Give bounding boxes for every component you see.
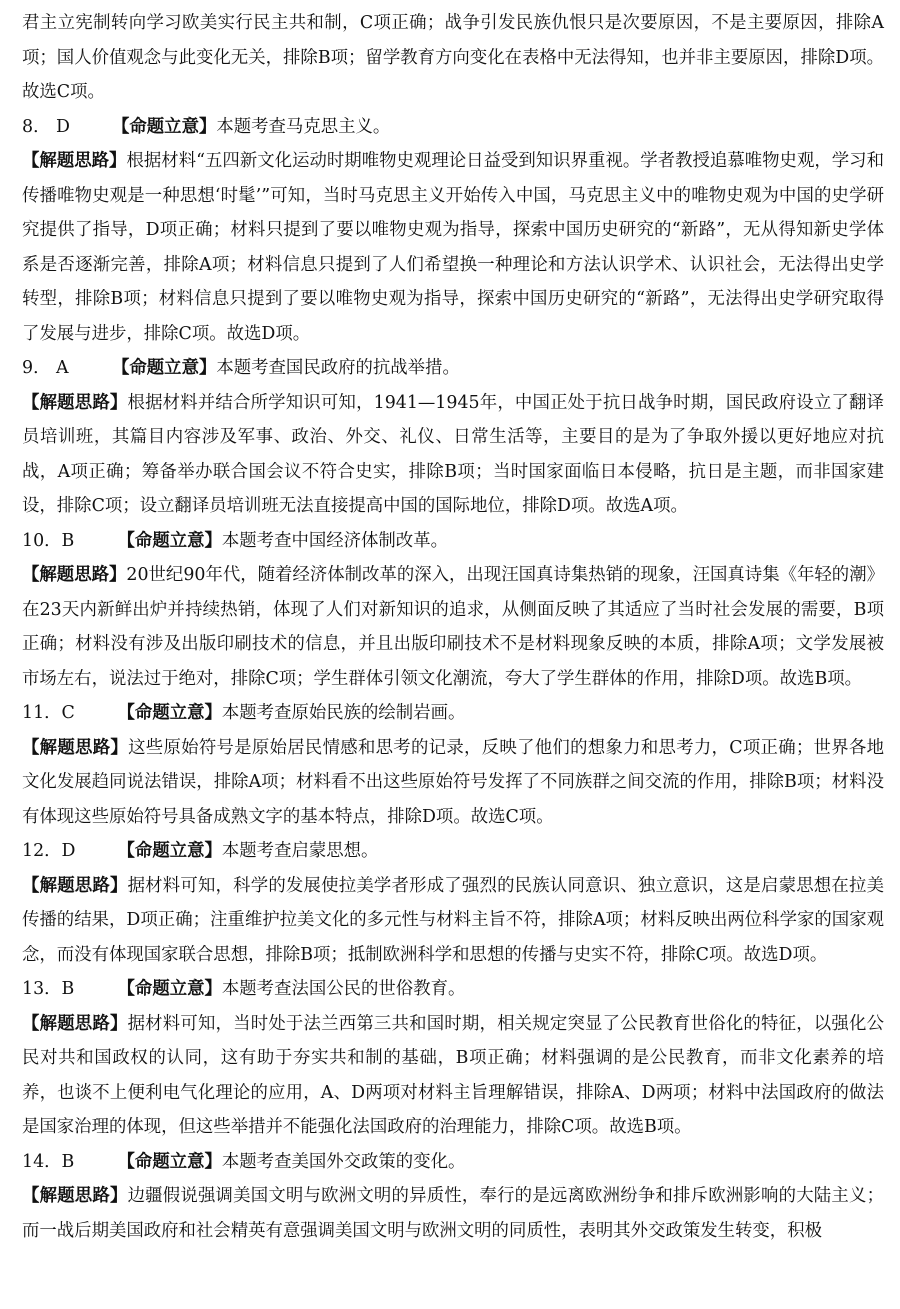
question-answer: A xyxy=(56,358,69,378)
analysis-paragraph xyxy=(22,558,884,696)
analysis-label: 【解题思路】 xyxy=(22,1186,128,1206)
question-number: 10． xyxy=(22,530,62,551)
analysis-text: 根据材料“五四新文化运动时期唯物史观理论日益受到知识界重视。学者教授追慕唯物史观，学习和传播唯物史观是一种思想‘时髦’”可知，当时马克思主义开始传入中国，马克思主义中的唯物史观为中国的史学研究提供了指导，D项正确；材料只提到了要以唯物史观为指导，探索中国历史研究的“新路”，无从得知新史学体系是否逐渐完善，排除A项；材料信息只提到了人们希望换一种理论和方法认识学术、认识社会，无法得出史学转型，排除B项；材料信息只提到了要以唯物史观为指导，探索中国历史研究的“新路”，无法得出史学研究取得了发展与进步，排除C项。故选D项。 xyxy=(22,151,884,344)
intro-paragraph: 君主立宪制转向学习欧美实行民主共和制，C项正确；战争引发民族仇恨只是次要原因，不是主要原因，排除A项；国人价值观念与此变化无关，排除B项；留学教育方向变化在表格中无法得知，也并非主要原因，排除D项。故选C项。 xyxy=(22,13,884,102)
question-block-14 xyxy=(22,1145,884,1249)
analysis-paragraph xyxy=(22,869,884,973)
question-answer: D xyxy=(56,116,70,137)
intent-text: 本题考查中国经济体制改革。 xyxy=(221,530,448,551)
intent-label: 【命题立意】 xyxy=(117,841,222,861)
question-block-8 xyxy=(22,110,884,352)
analysis-paragraph xyxy=(22,731,884,835)
question-block-11 xyxy=(22,696,884,834)
question-answer: D xyxy=(61,841,76,861)
question-number: 13． xyxy=(22,979,62,999)
answer-document xyxy=(22,6,884,1248)
question-number: 14． xyxy=(22,1151,62,1172)
question-number: 12． xyxy=(22,841,62,861)
question-number: 9． xyxy=(22,358,51,378)
question-number: 11． xyxy=(22,703,62,723)
intent-text: 本题考查法国公民的世俗教育。 xyxy=(221,979,466,999)
analysis-paragraph xyxy=(22,1179,884,1248)
analysis-text: 据材料可知，当时处于法兰西第三共和国时期，相关规定突显了公民教育世俗化的特征，以强化公民对共和国政权的认同，这有助于夯实共和制的基础，B项正确；材料强调的是公民教育，而非文化素养的培养，也谈不上便利电气化理论的应用，A、D两项对材料主旨理解错误，排除A、D两项；材料中法国政府的做法是国家治理的体现，但这些举措并不能强化法国政府的治理能力，排除C项。故选B项。 xyxy=(22,1013,884,1137)
analysis-text: 根据材料并结合所学知识可知，1941—1945年，中国正处于抗日战争时期，国民政府设立了翻译员培训班，其篇目内容涉及军事、政治、外交、礼仪、日常生活等，主要目的是为了争取外援以更好地应对抗战，A项正确；筹备举办联合国会议不符合史实，排除B项；当时国家面临日本侵略，抗日是主题，而非国家建设，排除C项；设立翻译员培训班无法直接提高中国的国际地位，排除D项。故选A项。 xyxy=(22,392,884,516)
intent-text: 本题考查启蒙思想。 xyxy=(221,841,379,861)
question-block-9 xyxy=(22,351,884,524)
analysis-label: 【解题思路】 xyxy=(22,151,127,171)
question-block-10 xyxy=(22,524,884,697)
question-answer: B xyxy=(61,1151,75,1172)
question-answer: B xyxy=(61,979,75,999)
analysis-label: 【解题思路】 xyxy=(22,875,128,896)
intent-label: 【命题立意】 xyxy=(117,1151,222,1172)
analysis-paragraph xyxy=(22,386,884,524)
analysis-text: 据材料可知，科学的发展使拉美学者形成了强烈的民族认同意识、独立意识，这是启蒙思想在拉美传播的结果，D项正确；注重维护拉美文化的多元性与材料主旨不符，排除A项；材料反映出两位科学家的国家观念，而没有体现国家联合思想，排除B项；抵制欧洲科学和思想的传播与史实不符，排除C项。故选D项。 xyxy=(22,875,884,965)
question-answer: B xyxy=(61,530,75,551)
intent-label: 【命题立意】 xyxy=(117,703,222,723)
question-block-12 xyxy=(22,834,884,972)
question-header xyxy=(22,110,884,145)
analysis-paragraph xyxy=(22,144,884,351)
intent-text: 本题考查国民政府的抗战举措。 xyxy=(216,358,460,378)
question-header xyxy=(22,696,884,731)
question-header xyxy=(22,1145,884,1180)
question-header xyxy=(22,351,884,386)
intent-text: 本题考查原始民族的绘制岩画。 xyxy=(221,703,466,723)
intent-label: 【命题立意】 xyxy=(112,116,217,137)
intent-label: 【命题立意】 xyxy=(112,358,217,378)
question-block-13 xyxy=(22,972,884,1145)
intent-label: 【命题立意】 xyxy=(117,979,222,999)
question-header xyxy=(22,972,884,1007)
intent-text: 本题考查美国外交政策的变化。 xyxy=(221,1151,466,1172)
question-header xyxy=(22,524,884,559)
analysis-label: 【解题思路】 xyxy=(22,1013,128,1034)
analysis-label: 【解题思路】 xyxy=(22,737,129,758)
question-number: 8． xyxy=(22,116,51,137)
analysis-label: 【解题思路】 xyxy=(22,392,128,413)
intent-text: 本题考查马克思主义。 xyxy=(216,116,391,137)
analysis-label: 【解题思路】 xyxy=(22,565,127,585)
question-answer: C xyxy=(61,703,75,723)
analysis-text: 边疆假说强调美国文明与欧洲文明的异质性，奉行的是远离欧洲纷争和排斥欧洲影响的大陆主义；而一战后期美国政府和社会精英有意强调美国文明与欧洲文明的同质性，表明其外交政策发生转变，积极 xyxy=(22,1186,884,1241)
analysis-text: 20世纪90年代，随着经济体制改革的深入，出现汪国真诗集热销的现象，汪国真诗集《年轻的潮》在23天内新鲜出炉并持续热销，体现了人们对新知识的追求，从侧面反映了其适应了当时社会发展的需要，B项正确；材料没有涉及出版印刷技术的信息，并且出版印刷技术不是材料现象反映的本质，排除A项；文学发展被市场左右，说法过于绝对，排除C项；学生群体引领文化潮流，夸大了学生群体的作用，排除D项。故选B项。 xyxy=(22,565,884,689)
analysis-text: 这些原始符号是原始居民情感和思考的记录，反映了他们的想象力和思考力，C项正确；世界各地文化发展趋同说法错误，排除A项；材料看不出这些原始符号发挥了不同族群之间交流的作用，排除B项；材料没有体现这些原始符号具备成熟文字的基本特点，排除D项。故选C项。 xyxy=(22,737,884,827)
question-header xyxy=(22,834,884,869)
analysis-paragraph xyxy=(22,1007,884,1145)
intent-label: 【命题立意】 xyxy=(117,530,222,551)
